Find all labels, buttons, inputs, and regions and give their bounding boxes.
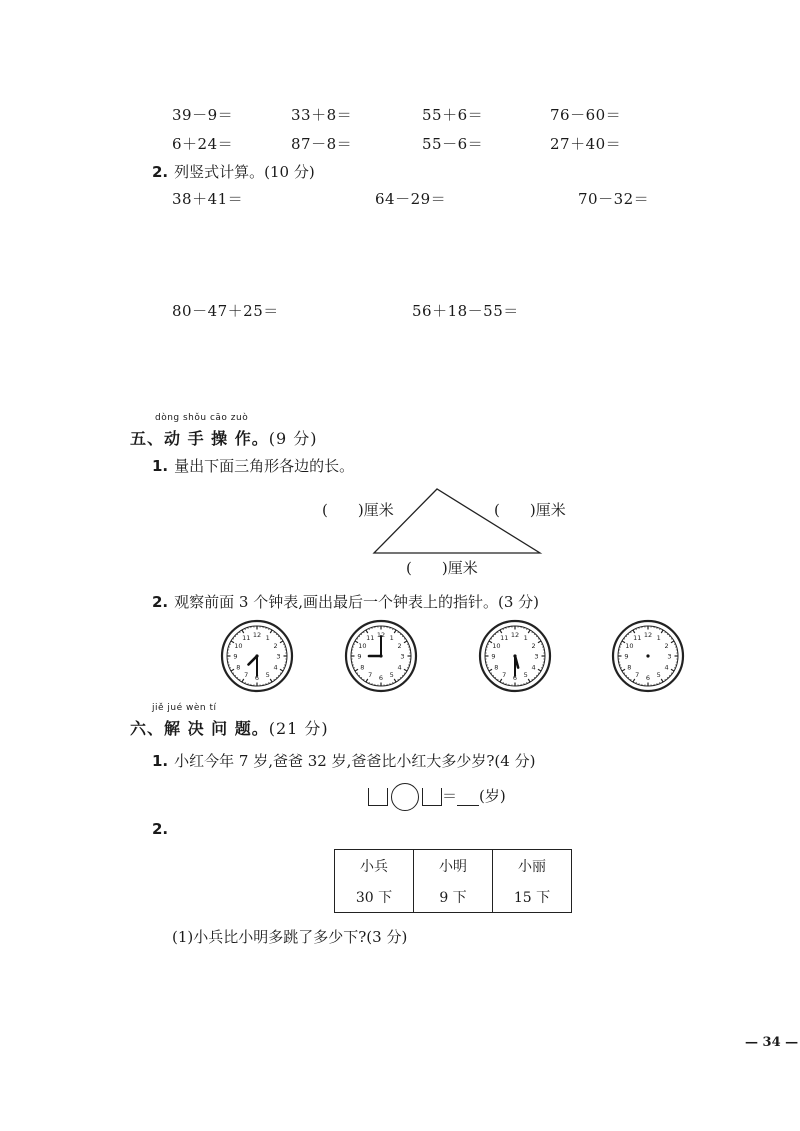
oral-item: 87－8＝ bbox=[291, 135, 353, 153]
clock-numeral: 6 bbox=[254, 674, 260, 682]
oral-item: 39－9＝ bbox=[172, 106, 234, 124]
clock-center bbox=[513, 654, 516, 657]
clock-numeral: 7 bbox=[368, 671, 373, 680]
clock-numeral: 8 bbox=[236, 663, 241, 672]
clock-numeral: 2 bbox=[664, 641, 669, 650]
clock-numeral: 1 bbox=[523, 633, 528, 642]
question-text: 小红今年 7 岁,爸爸 32 岁,爸爸比小红大多少岁?(4 分) bbox=[174, 752, 536, 770]
clock bbox=[478, 619, 552, 693]
clock-numeral: 3 bbox=[276, 652, 281, 661]
clock-center bbox=[379, 654, 382, 657]
clock-numeral: 7 bbox=[635, 671, 640, 680]
vertical-item: 56＋18－55＝ bbox=[412, 302, 519, 320]
clock-numeral: 12 bbox=[252, 631, 262, 639]
oral-item: 27＋40＝ bbox=[550, 135, 622, 153]
clock-face bbox=[611, 619, 685, 693]
question-number: 1. bbox=[152, 752, 169, 770]
question-text: 量出下面三角形各边的长。 bbox=[174, 457, 355, 475]
clock-numeral: 5 bbox=[265, 671, 270, 680]
triangle-right-side-blank[interactable]: ( )厘米 bbox=[494, 501, 566, 519]
question-6-1 bbox=[152, 750, 535, 771]
oral-item: 6＋24＝ bbox=[172, 135, 234, 153]
equals-sign: ＝ bbox=[442, 787, 458, 805]
clock-numeral: 2 bbox=[397, 641, 402, 650]
question-5-2 bbox=[152, 591, 539, 612]
clock-numeral: 4 bbox=[531, 663, 536, 672]
question-number: 2. bbox=[152, 820, 169, 838]
clock-numeral: 9 bbox=[624, 652, 629, 661]
clock-numeral: 8 bbox=[360, 663, 365, 672]
question-text: 观察前面 3 个钟表,画出最后一个钟表上的指针。(3 分) bbox=[174, 593, 540, 611]
answer-box[interactable] bbox=[422, 788, 442, 806]
answer-box[interactable] bbox=[368, 788, 388, 806]
clock-numeral: 12 bbox=[643, 631, 653, 639]
question-6-2-1: (1)小兵比小明多跳了多少下?(3 分) bbox=[172, 928, 408, 946]
unit-label: (岁) bbox=[479, 787, 506, 805]
clock-numeral: 6 bbox=[645, 674, 651, 682]
table-cell: 30 下 bbox=[335, 881, 414, 913]
page-number: — 34 — bbox=[745, 1035, 799, 1050]
clock-numeral: 2 bbox=[273, 641, 278, 650]
clock-numeral: 11 bbox=[242, 633, 251, 642]
vertical-item: 80－47＋25＝ bbox=[172, 302, 279, 320]
clock-numeral: 2 bbox=[531, 641, 536, 650]
section-title-text: 六、解 决 问 题。 bbox=[130, 719, 269, 738]
table-header: 小明 bbox=[414, 850, 493, 882]
clock-numeral: 10 bbox=[492, 641, 501, 650]
clock bbox=[344, 619, 418, 693]
clock-numeral: 5 bbox=[523, 671, 528, 680]
jump-rope-table bbox=[334, 849, 572, 913]
clock-numeral: 4 bbox=[273, 663, 278, 672]
triangle-bottom-side-blank[interactable]: ( )厘米 bbox=[406, 559, 478, 577]
vertical-item: 64－29＝ bbox=[375, 190, 447, 208]
clock-numeral: 9 bbox=[491, 652, 496, 661]
clock-numeral: 1 bbox=[656, 633, 661, 642]
oral-item: 55＋6＝ bbox=[422, 106, 484, 124]
clock-face bbox=[344, 619, 418, 693]
section-6-title bbox=[130, 716, 329, 739]
vertical-item: 38＋41＝ bbox=[172, 190, 244, 208]
clock-numeral: 1 bbox=[389, 633, 394, 642]
clock-numeral: 6 bbox=[512, 674, 518, 682]
triangle-left-side-blank[interactable]: ( )厘米 bbox=[322, 501, 394, 519]
table-cell: 9 下 bbox=[414, 881, 493, 913]
section-points: (21 分) bbox=[268, 719, 329, 738]
clock bbox=[220, 619, 294, 693]
clock-numeral: 10 bbox=[625, 641, 634, 650]
clock-numeral: 12 bbox=[376, 631, 386, 639]
clock-numeral: 10 bbox=[358, 641, 367, 650]
operator-circle[interactable] bbox=[391, 783, 419, 811]
clock-center bbox=[255, 654, 258, 657]
section-points: (9 分) bbox=[268, 429, 318, 448]
oral-item: 76－60＝ bbox=[550, 106, 622, 124]
clock-numeral: 11 bbox=[633, 633, 642, 642]
clock-numeral: 5 bbox=[389, 671, 394, 680]
clock-numeral: 5 bbox=[656, 671, 661, 680]
clock-numeral: 4 bbox=[397, 663, 402, 672]
clock-numeral: 6 bbox=[378, 674, 384, 682]
clock-numeral: 7 bbox=[244, 671, 249, 680]
clock-numeral: 3 bbox=[400, 652, 405, 661]
clock-numeral: 10 bbox=[234, 641, 243, 650]
vertical-item: 70－32＝ bbox=[578, 190, 650, 208]
clock-numeral: 12 bbox=[510, 631, 520, 639]
clock-numeral: 3 bbox=[534, 652, 539, 661]
clock-numeral: 11 bbox=[366, 633, 375, 642]
clock-numeral: 11 bbox=[500, 633, 509, 642]
question-2 bbox=[152, 161, 315, 182]
clock-face bbox=[478, 619, 552, 693]
section-6-pinyin: jiě jué wèn tí bbox=[152, 703, 217, 713]
clock-answer[interactable] bbox=[611, 619, 685, 693]
clock-numeral: 9 bbox=[357, 652, 362, 661]
triangle-figure bbox=[360, 485, 545, 557]
clock-numeral: 3 bbox=[667, 652, 672, 661]
question-5-1 bbox=[152, 455, 354, 476]
clock-numeral: 8 bbox=[627, 663, 632, 672]
oral-item: 55－6＝ bbox=[422, 135, 484, 153]
answer-blank[interactable] bbox=[457, 788, 479, 806]
table-cell: 15 下 bbox=[493, 881, 572, 913]
table-row bbox=[335, 850, 572, 882]
question-number: 2. bbox=[152, 593, 169, 611]
question-number: 2. bbox=[152, 163, 169, 181]
question-text: 列竖式计算。(10 分) bbox=[174, 163, 315, 181]
clock-face bbox=[220, 619, 294, 693]
question-6-2 bbox=[152, 820, 174, 838]
clock-numeral: 8 bbox=[494, 663, 499, 672]
section-5-pinyin: dòng shǒu cāo zuò bbox=[155, 413, 249, 423]
section-title-text: 五、动 手 操 作。 bbox=[130, 429, 269, 448]
table-header: 小兵 bbox=[335, 850, 414, 882]
clock-numeral: 7 bbox=[502, 671, 507, 680]
clock-numeral: 9 bbox=[233, 652, 238, 661]
clock-numeral: 4 bbox=[664, 663, 669, 672]
section-5-title bbox=[130, 426, 317, 449]
question-number: 1. bbox=[152, 457, 169, 475]
table-row bbox=[335, 881, 572, 913]
equation-template bbox=[368, 783, 506, 811]
clock-numeral: 1 bbox=[265, 633, 270, 642]
oral-item: 33＋8＝ bbox=[291, 106, 353, 124]
table-header: 小丽 bbox=[493, 850, 572, 882]
clock-center bbox=[646, 654, 649, 657]
